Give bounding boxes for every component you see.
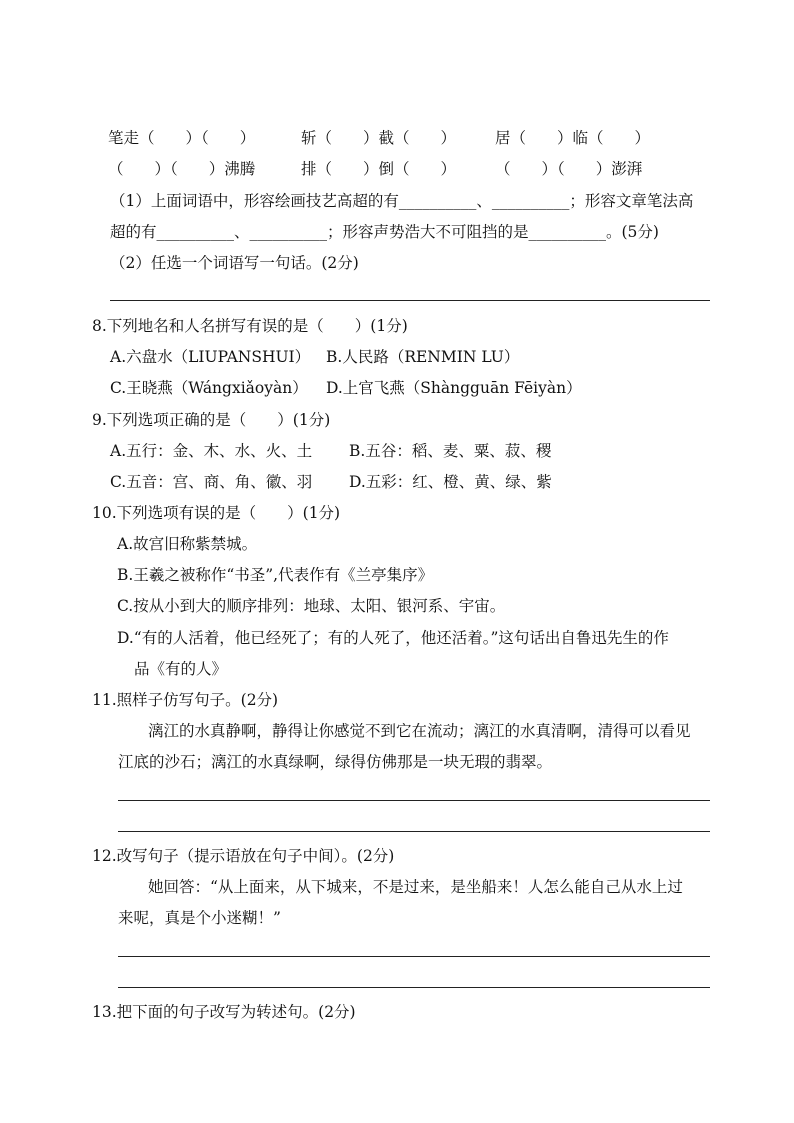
q9-option-b: B.五谷：稻、麦、粟、菽、稷 [349,442,552,460]
word-blank-1: 笔走（ ）（ ） [108,129,256,147]
q10-option-c: C.按从小到大的顺序排列：地球、太阳、银河系、宇宙。 [117,597,506,615]
q12-quote-line1: 她回答：“从上面来，从下城来，不是过来，是坐船来！人怎么能自己从水上过 [148,878,683,896]
q7-2-stem: （2）任选一个词语写一句话。(2分) [110,254,359,272]
word-blank-4: （ ）（ ）沸腾 [108,160,256,178]
word-blank-3: 居（ ）临（ ） [495,129,651,147]
q10-option-b: B.王羲之被称作“书圣”,代表作有《兰亭集序》 [117,566,434,584]
answer-line[interactable] [118,831,710,832]
q11-stem: 11.照样子仿写句子。(2分) [92,691,279,709]
answer-line[interactable] [118,800,710,801]
q9-stem: 9.下列选项正确的是（ ）(1分) [92,411,331,429]
q10-stem: 10.下列选项有误的是（ ）(1分) [92,504,341,522]
word-blank-5: 排（ ）倒（ ） [301,160,457,178]
answer-line[interactable] [110,300,710,301]
q11-example-line2: 江底的沙石；漓江的水真绿啊，绿得仿佛那是一块无瑕的翡翠。 [118,753,553,771]
q8-stem: 8.下列地名和人名拼写有误的是（ ）(1分) [92,317,408,335]
q12-stem: 12.改写句子（提示语放在句子中间）。(2分) [92,847,395,865]
q8-option-d: D.上官飞燕（Shàngguān Fēiyàn） [326,379,582,397]
q7-1-line1: （1）上面词语中，形容绘画技艺高超的有__________、__________；形容文章笔法高 [110,192,694,210]
q9-option-d: D.五彩：红、橙、黄、绿、紫 [349,473,552,491]
q8-option-c: C.王晓燕（Wángxiǎoyàn） [110,379,308,397]
word-blank-6: （ ）（ ）澎湃 [495,160,643,178]
q13-stem: 13.把下面的句子改写为转述句。(2分) [92,1003,356,1021]
q7-1-line2: 超的有__________、__________；形容声势浩大不可阻挡的是__________。(5分) [110,223,659,241]
answer-line[interactable] [118,987,710,988]
q12-quote-line2: 来呢，真是个小迷糊！” [118,909,281,927]
q10-option-a: A.故宫旧称紫禁城。 [117,535,258,553]
q10-option-d-line1: D.“有的人活着，他已经死了；有的人死了，他还活着。”这句话出自鲁迅先生的作 [117,629,669,647]
q8-option-b: B.人民路（RENMIN LU） [326,348,520,366]
q8-option-a: A.六盘水（LIUPANSHUI） [110,348,311,366]
answer-line[interactable] [118,956,710,957]
q9-option-c: C.五音：宫、商、角、徽、羽 [110,473,313,491]
q11-example-line1: 漓江的水真静啊，静得让你感觉不到它在流动；漓江的水真清啊，清得可以看见 [148,722,691,740]
word-blank-2: 斩（ ）截（ ） [301,129,457,147]
q9-option-a: A.五行：金、木、水、火、土 [110,442,313,460]
q10-option-d-line2: 品《有的人》 [134,660,228,678]
